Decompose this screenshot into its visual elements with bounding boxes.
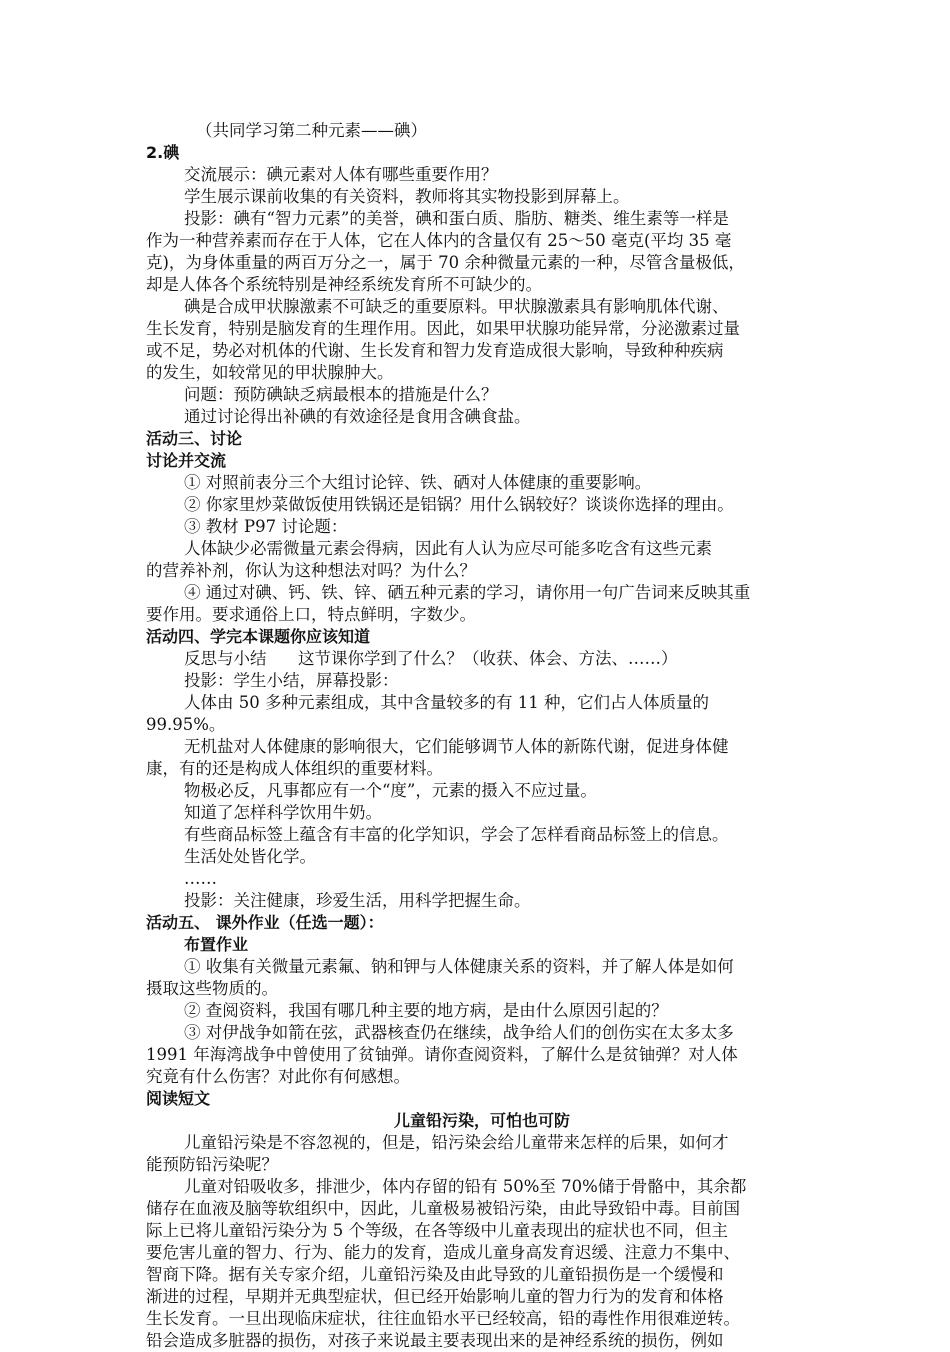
paragraph-line: 却是人体各个系统特别是神经系统发育所不可缺少的。	[146, 275, 542, 294]
paragraph-line: 生活处处皆化学。	[184, 847, 316, 866]
list-item: ④ 通过对碘、钙、铁、锌、硒五种元素的学习，请你用一句广告词来反映其重	[184, 583, 751, 602]
paragraph-line: 作为一种营养素而存在于人体，它在人体内的含量仅有 25～50 毫克(平均 35 毫	[146, 231, 732, 250]
heading-homework: 布置作业	[184, 935, 249, 954]
paragraph-line: 际上已将儿童铅污染分为 5 个等级，在各等级中儿童表现出的症状也不同，但主	[146, 1221, 728, 1240]
paragraph-line: 康，有的还是构成人体组织的重要材料。	[146, 759, 443, 778]
paragraph-line: 投影：学生小结，屏幕投影：	[184, 671, 399, 690]
paragraph-line: 人体缺少必需微量元素会得病，因此有人认为应尽可能多吃含有这些元素	[184, 539, 712, 558]
paragraph-line: 究竟有什么伤害？对此你有何感想。	[146, 1067, 410, 1086]
paragraph-line: 储存在血液及脑等软组织中，因此，儿童极易被铅污染，由此导致铅中毒。目前国	[146, 1199, 740, 1218]
paragraph-line: 要作用。要求通俗上口，特点鲜明，字数少。	[146, 605, 476, 624]
paragraph-line: 人体由 50 多种元素组成，其中含量较多的有 11 种，它们占人体质量的	[184, 693, 709, 712]
paragraph-line: 的发生，如较常见的甲状腺肿大。	[146, 363, 394, 382]
paragraph-line: 生长发育。一旦出现临床症状，往往血铅水平已经较高，铅的毒性作用很难逆转。	[146, 1309, 740, 1328]
paragraph-line: 通过讨论得出补碘的有效途径是食用含碘食盐。	[184, 407, 531, 426]
paragraph-line: 1991 年海湾战争中曾使用了贫铀弹。请你查阅资料，了解什么是贫铀弹？对人体	[146, 1045, 738, 1064]
paragraph-line: 有些商品标签上蕴含有丰富的化学知识，学会了怎样看商品标签上的信息。	[184, 825, 729, 844]
heading-discussion: 讨论并交流	[146, 451, 227, 470]
list-item: ① 收集有关微量元素氟、钠和钾与人体健康关系的资料，并了解人体是如何	[184, 957, 734, 976]
heading-reading: 阅读短文	[146, 1089, 211, 1108]
heading-activity-4: 活动四、学完本课题你应该知道	[146, 627, 371, 646]
paragraph-line: 或不足，势必对机体的代谢、生长发育和智力发育造成很大影响，导致种种疾病	[146, 341, 724, 360]
paragraph-line: 渐进的过程，早期并无典型症状，但已经开始影响儿童的智力行为的发育和体格	[146, 1287, 724, 1306]
paragraph-line: 儿童对铅吸收多，排泄少，体内存留的铅有 50%至 70%储于骨骼中，其余都	[184, 1177, 747, 1196]
paragraph-line: 铅会造成多脏器的损伤，对孩子来说最主要表现出来的是神经系统的损伤，例如	[146, 1331, 724, 1350]
list-item: ② 你家里炒菜做饭使用铁锅还是铝锅？用什么锅较好？谈谈你选择的理由。	[184, 495, 734, 514]
list-item: ③ 对伊战争如箭在弦，武器核查仍在继续，战争给人们的创伤实在太多太多	[184, 1023, 734, 1042]
ellipsis-line: ……	[184, 869, 217, 888]
paragraph-line: 能预防铅污染呢？	[146, 1155, 278, 1174]
list-item: ② 查阅资料，我国有哪几种主要的地方病，是由什么原因引起的？	[184, 1001, 668, 1020]
paragraph-line: 投影：关注健康，珍爱生活，用科学把握生命。	[184, 891, 531, 910]
paragraph-line: 投影：碘有“智力元素”的美誉，碘和蛋白质、脂肪、糖类、维生素等一样是	[184, 209, 729, 228]
paragraph-line: 儿童铅污染是不容忽视的，但是，铅污染会给儿童带来怎样的后果，如何才	[184, 1133, 729, 1152]
heading-activity-3: 活动三、讨论	[146, 429, 243, 448]
paragraph-line: 99.95%。	[146, 715, 226, 734]
paragraph-line: 要危害儿童的智力、行为、能力的发育，造成儿童身高发育迟缓、注意力不集中、	[146, 1243, 740, 1262]
section-heading-iodine: 2.碘	[146, 143, 180, 162]
paragraph-line: 克)，为身体重量的两百万分之一，属于 70 余种微量元素的一种，尽管含量极低，	[146, 253, 745, 272]
paragraph-line: 学生展示课前收集的有关资料，教师将其实物投影到屏幕上。	[184, 187, 630, 206]
paragraph-line: 物极必反，凡事都应有一个“度”，元素的摄入不应过量。	[184, 781, 597, 800]
list-item: ① 对照前表分三个大组讨论锌、铁、硒对人体健康的重要影响。	[184, 473, 652, 492]
paragraph-line: 摄取这些物质的。	[146, 979, 278, 998]
paragraph-line: 知道了怎样科学饮用牛奶。	[184, 803, 382, 822]
heading-activity-5: 活动五、 课外作业（任选一题）：	[146, 913, 384, 932]
article-title: 儿童铅污染，可怕也可防	[393, 1111, 570, 1130]
list-item: ③ 教材 P97 讨论题：	[184, 517, 348, 536]
paragraph-line: 反思与小结 这节课你学到了什么？（收获、体会、方法、……）	[184, 649, 678, 668]
paragraph-line: 无机盐对人体健康的影响很大，它们能够调节人体的新陈代谢，促进身体健	[184, 737, 729, 756]
paragraph-line: 问题：预防碘缺乏病最根本的措施是什么？	[184, 385, 498, 404]
section-caption: （共同学习第二种元素——碘）	[196, 121, 427, 140]
paragraph-line: 的营养补剂，你认为这种想法对吗？为什么？	[146, 561, 476, 580]
paragraph-line: 碘是合成甲状腺激素不可缺乏的重要原料。甲状腺激素具有影响肌体代谢、	[184, 297, 729, 316]
paragraph-line: 生长发育，特别是脑发育的生理作用。因此，如果甲状腺功能异常，分泌激素过量	[146, 319, 740, 338]
paragraph-line: 智商下降。据有关专家介绍，儿童铅污染及由此导致的儿童铅损伤是一个缓慢和	[146, 1265, 724, 1284]
paragraph-line: 交流展示：碘元素对人体有哪些重要作用？	[184, 165, 498, 184]
